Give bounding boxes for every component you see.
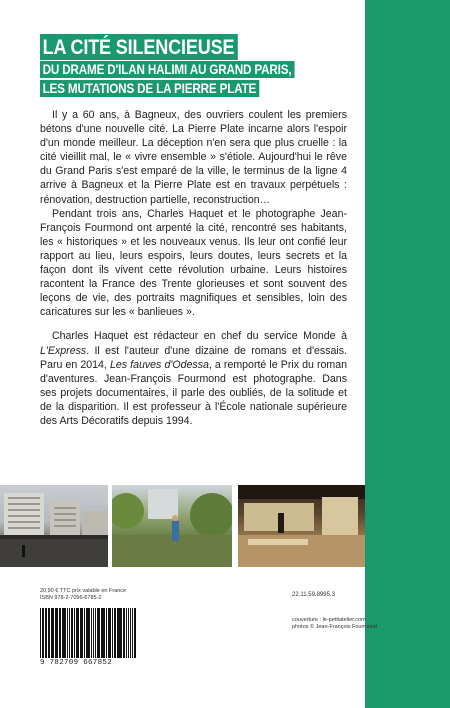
book-title: LA CITÉ SILENCIEUSE	[40, 34, 238, 60]
barcode-bar	[40, 608, 41, 658]
bio-part: . Il est l'auteur d'une dizaine de romans et d'essais. Paru en 2014,	[40, 344, 347, 371]
barcode-bar	[134, 608, 136, 658]
author-bio	[40, 329, 347, 428]
magazine-title: L'Express	[40, 344, 87, 357]
barcode-bar	[119, 608, 122, 658]
barcode-bar	[82, 608, 83, 658]
photo-garden	[112, 485, 232, 567]
blurb	[40, 108, 347, 428]
title-block	[40, 34, 336, 98]
barcode-bar	[115, 608, 116, 658]
barcode-bar	[48, 608, 49, 658]
barcode-digits: 9 782709 667852	[40, 659, 113, 667]
credits	[292, 617, 377, 631]
barcode-bar	[132, 608, 133, 658]
barcode-bar	[60, 608, 61, 658]
barcode-bar	[69, 608, 70, 658]
bio-part: Charles Haquet est rédacteur en chef du service Monde à	[52, 330, 347, 343]
subtitle-line-2: LES MUTATIONS DE LA PIERRE PLATE	[40, 80, 260, 97]
barcode-bar	[87, 608, 90, 658]
barcode-bar	[98, 608, 100, 658]
bio-part: , a remporté le Prix du roman d'aventures. Jean-François Fourmond est photographe. Dans ses projets documentaires, il parle des oubliés, de la solitude et de la disparition. Il est professeur à l'École nationale supérieure des Arts Décoratifs depuis 1994.	[40, 358, 347, 427]
barcode-bar	[128, 608, 130, 658]
barcode-bar	[64, 608, 66, 658]
photo-cafe-interior	[238, 485, 365, 567]
barcode-bar	[86, 608, 87, 658]
photo-strip	[0, 485, 365, 567]
blurb-paragraph-2: Pendant trois ans, Charles Haquet et le photographe Jean-François Fourmond ont arpenté la cité, rencontré ses habitants, les « historiques » et les nouveaux venus. Ils leur ont confié leur rapport au lieu, leurs espoirs, leurs doutes, leurs secrets et la façon dont ils vivent cette révolution urbaine. Leurs histoires racontent la France des Trente glorieuses et sont souvent des leçons de vie, des portraits magnifiques et sensibles, loin des caricatures sur les « banlieues ».	[40, 207, 347, 319]
barcode-bar	[91, 608, 93, 658]
barcode-bar	[71, 608, 74, 658]
isbn: ISBN 978-2-7096-6785-2	[40, 595, 102, 601]
barcode	[40, 608, 136, 658]
subtitle-line-1: DU DRAME D'ILAN HALIMI AU GRAND PARIS,	[40, 61, 295, 78]
price: 20,90 € TTC prix valable en France	[40, 588, 127, 594]
barcode-bar	[51, 608, 54, 658]
cover-credit: couverture : le-petitatelier.com	[292, 617, 366, 623]
photo-credit: photos © Jean-François Fourmond	[292, 624, 378, 630]
barcode-bar	[56, 608, 58, 658]
product-code: 22.11.59.8995.3	[292, 592, 335, 598]
novel-title: Les fauves d'Odessa	[109, 358, 209, 371]
photo-housing-blocks	[0, 485, 108, 567]
barcode-bar	[43, 608, 44, 658]
barcode-bar	[95, 608, 96, 658]
barcode-bar	[77, 608, 79, 658]
barcode-bar	[112, 608, 113, 658]
barcode-bar	[74, 608, 75, 658]
blurb-paragraph-1: Il y a 60 ans, à Bagneux, des ouvriers coulent les premiers bétons d'une nouvelle cité. La Pierre Plate incarne alors l'espoir d'un monde meilleur. La déception n'en sera que plus cruelle : la cité vieillit mal, le « vivre ensemble » s'étiole. Aujourd'hui le rêve du Grand Paris s'est emparé de la ville, le terminus de la ligne 4 arrive à Bagneux et la Pierre Plate est en travaux perpétuels : rénovation, destruction partielle, reconstruction…	[40, 109, 347, 206]
green-side-band	[365, 0, 450, 708]
barcode-bar	[124, 608, 125, 658]
barcode-area	[40, 588, 140, 667]
barcode-bar	[102, 608, 105, 658]
barcode-bar	[108, 608, 109, 658]
